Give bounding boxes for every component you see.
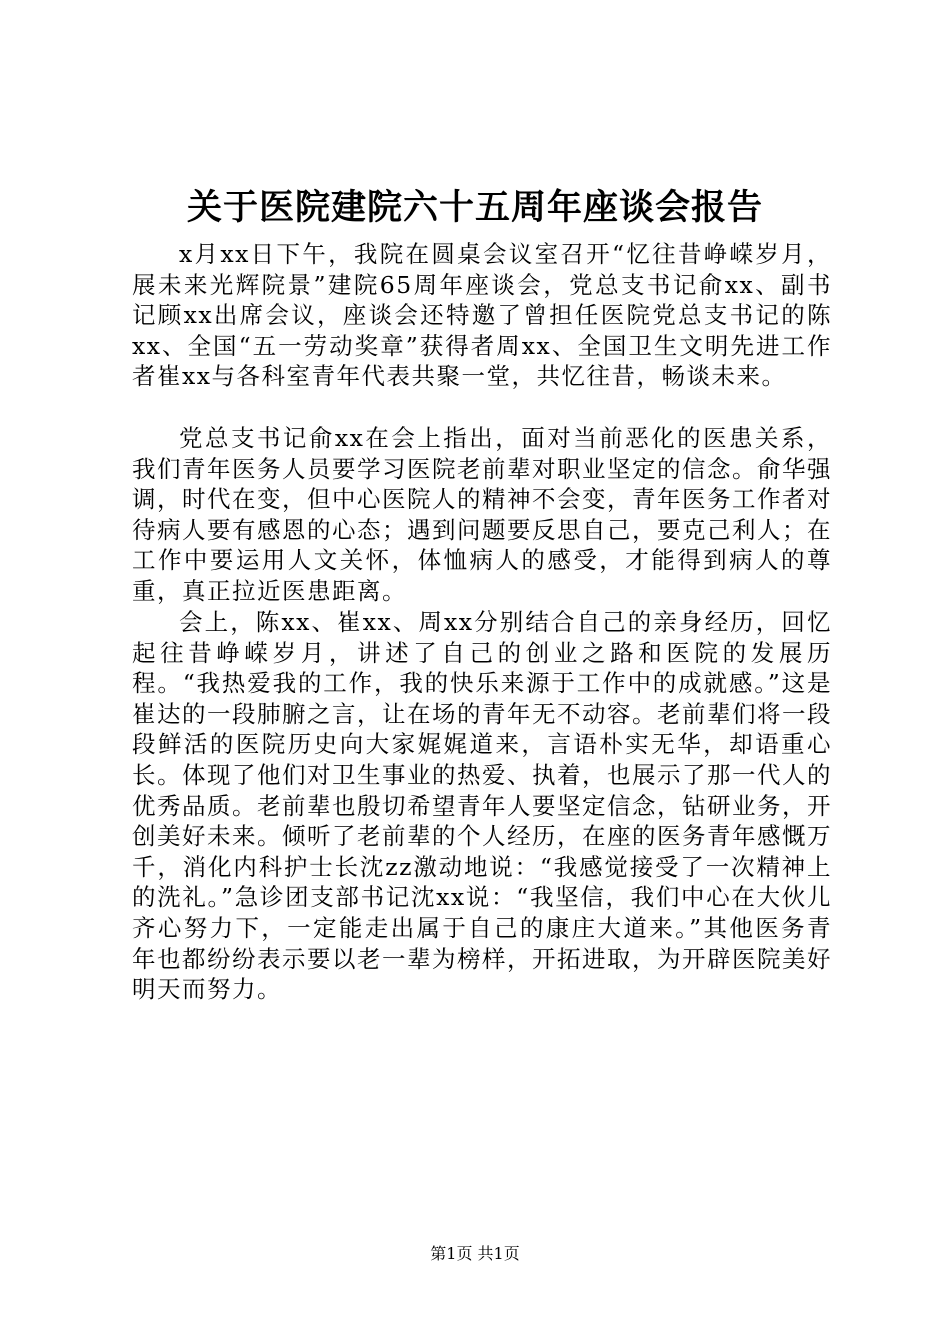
- paragraph-3: 会上，陈xx、崔xx、周xx分别结合自己的亲身经历，回忆起往昔峥嵘岁月，讲述了自己的创业之路和医院的发展历程。“我热爱我的工作，我的快乐来源于工作中的成就感。”这是崔达的一段肺腑之言，让在场的青年无不动容。老前辈们将一段段鲜活的医院历史向大家娓娓道来，言语朴实无华，却语重心长。体现了他们对卫生事业的热爱、执着，也展示了那一代人的优秀品质。老前辈也殷切希望青年人要坚定信念，钻研业务，开创美好未来。倾听了老前辈的个人经历，在座的医务青年感慨万千，消化内科护士长沈zz激动地说：“我感觉接受了一次精神上的洗礼。”急诊团支部书记沈xx说：“我坚信，我们中心在大伙儿齐心努力下，一定能走出属于自己的康庄大道来。”其他医务青年也都纷纷表示要以老一辈为榜样，开拓进取，为开辟医院美好明天而努力。: [132, 608, 832, 1004]
- paragraph-1: x月xx日下午，我院在圆桌会议室召开“忆往昔峥嵘岁月，展未来光辉院景”建院65周年座谈会，党总支书记俞xx、副书记顾xx出席会议，座谈会还特邀了曾担任医院党总支书记的陈xx、全国“五一劳动奖章”获得者周xx、全国卫生文明先进工作者崔xx与各科室青年代表共聚一堂，共忆往昔，畅谈未来。: [132, 240, 832, 391]
- page-footer: 第1页 共1页: [430, 1244, 520, 1263]
- document-title: 关于医院建院六十五周年座谈会报告: [186, 187, 763, 228]
- paragraph-2: 党总支书记俞xx在会上指出，面对当前恶化的医患关系，我们青年医务人员要学习医院老前辈对职业坚定的信念。俞华强调，时代在变，但中心医院人的精神不会变，青年医务工作者对待病人要有感恩的心态；遇到问题要反思自己，要克己利人；在工作中要运用人文关怀，体恤病人的感受，才能得到病人的尊重，真正拉近医患距离。: [132, 424, 832, 605]
